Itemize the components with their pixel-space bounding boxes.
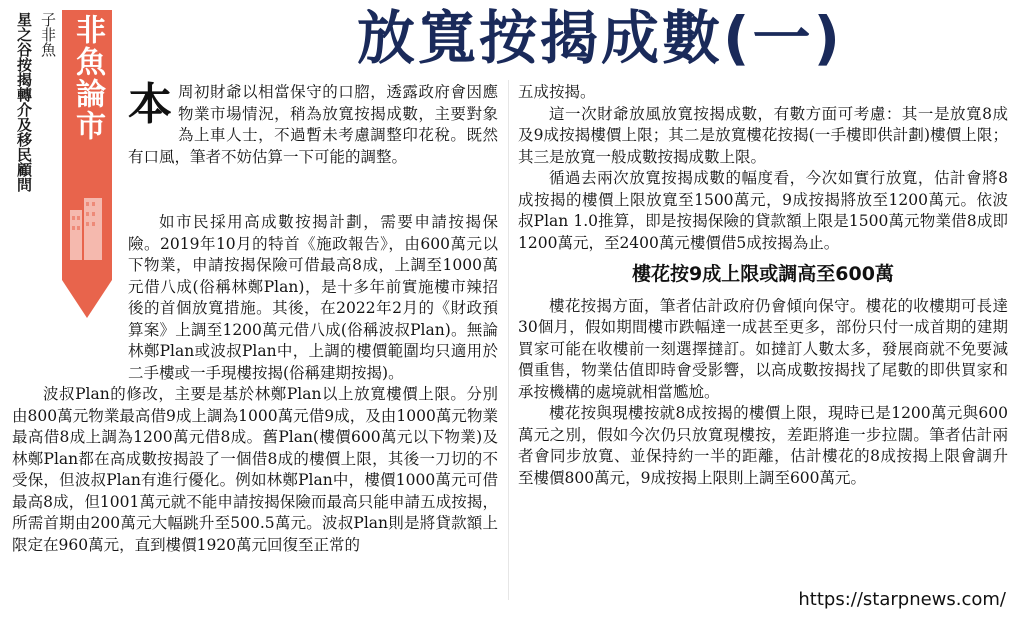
- right-column: [518, 82, 1008, 489]
- author-role: 星之谷按揭轉介及移民顧問: [15, 12, 33, 192]
- paragraph: 五成按揭。: [518, 83, 596, 101]
- paragraph: 周初財爺以相當保守的口脗，透露政府會因應物業市場情況，稍為放寬按揭成數，主要對象為上車人士，不過暫未考慮調整印花稅。既然有口風，筆者不妨估算一下可能的調整。: [128, 83, 498, 166]
- article-title: 放寬按揭成數(一): [356, 4, 844, 72]
- subheading: 樓花按9成上限或調高至600萬: [632, 263, 894, 285]
- paragraph: 波叔Plan的修改，主要是基於林鄭Plan以上放寬樓價上限。分別由800萬元物業最高借9成上調為1000萬元借9成，及由1000萬元物業最高借8成上調為1200萬元借8成。舊Plan(樓價600萬元以下物業)及林鄭Plan都在高成數按揭設了一個借8成的樓價上限，其後一刀切的不受保，但波叔Plan有進行優化。例如林鄭Plan中，樓價1000萬元可借最高8成，但1001萬元就不能申請按揭保險而最高只能申請五成按揭，所需首期由200萬元大幅跳升至500.5萬元。波叔Plan則是將貸款額上限定在960萬元，直到樓價1920萬元回復至正常的: [12, 385, 498, 554]
- paragraph: 樓花按與現樓按就8成按揭的樓價上限，現時已是1200萬元與600萬元之別，假如今次仍只放寬現樓按，差距將進一步拉闊。筆者估計兩者會同步放寬、並保持約一半的距離，估計樓花的8成按揭上限會調升至樓價800萬元，9成按揭上限則上調至600萬元。: [518, 404, 1008, 487]
- drop-cap: 本: [128, 79, 172, 130]
- paragraph: 循過去兩次放寬按揭成數的幅度看，今次如實行放寬，估計會將8成按揭的樓價上限放寬至1500萬元，9成按揭將放至1200萬元。依波叔Plan 1.0推算，即是按揭保險的貸款額上限是1500萬元物業借8成即1200萬元，至2400萬元樓價借5成按揭為止。: [518, 169, 1008, 252]
- author-name: 子非魚: [39, 12, 57, 57]
- column-divider: [508, 80, 509, 600]
- left-column: [128, 79, 498, 168]
- left-column-lower: [12, 212, 498, 556]
- paragraph: 如市民採用高成數按揭計劃，需要申請按揭保險。2019年10月的特首《施政報告》，由600萬元以下物業，申請按揭保險可借最高8成，上調至1000萬元借八成(俗稱林鄭Plan)，是十多年前實施樓市辣招後的首個放寬措施。其後，在2022年2月的《財政預算案》上調至1200萬元借八成(俗稱波叔Plan)。無論林鄭Plan或波叔Plan中，上調的樓價範圍均只適用於二手樓或一手現樓按揭(俗稱建期按揭)。: [128, 213, 498, 382]
- source-url[interactable]: https://starpnews.com/: [798, 589, 1006, 610]
- badge-label: 非魚論市: [70, 14, 105, 142]
- paragraph: 樓花按揭方面，筆者估計政府仍會傾向保守。樓花的收樓期可長達30個月，假如期間樓市跌幅達一成甚至更多，部份只付一成首期的建期買家可能在收樓前一刻選擇撻訂。如撻訂人數太多，發展商就不免要減價重售，物業估值即時會受影響，以高成數按揭找了尾數的即供買家和承按機構的處境就相當尷尬。: [518, 296, 1008, 401]
- paragraph: 這一次財爺放風放寬按揭成數，有數方面可考慮：其一是放寬8成及9成按揭樓價上限；其二是放寬樓花按揭(一手樓即供計劃)樓價上限；其三是放寬一般成數按揭成數上限。: [518, 104, 1008, 166]
